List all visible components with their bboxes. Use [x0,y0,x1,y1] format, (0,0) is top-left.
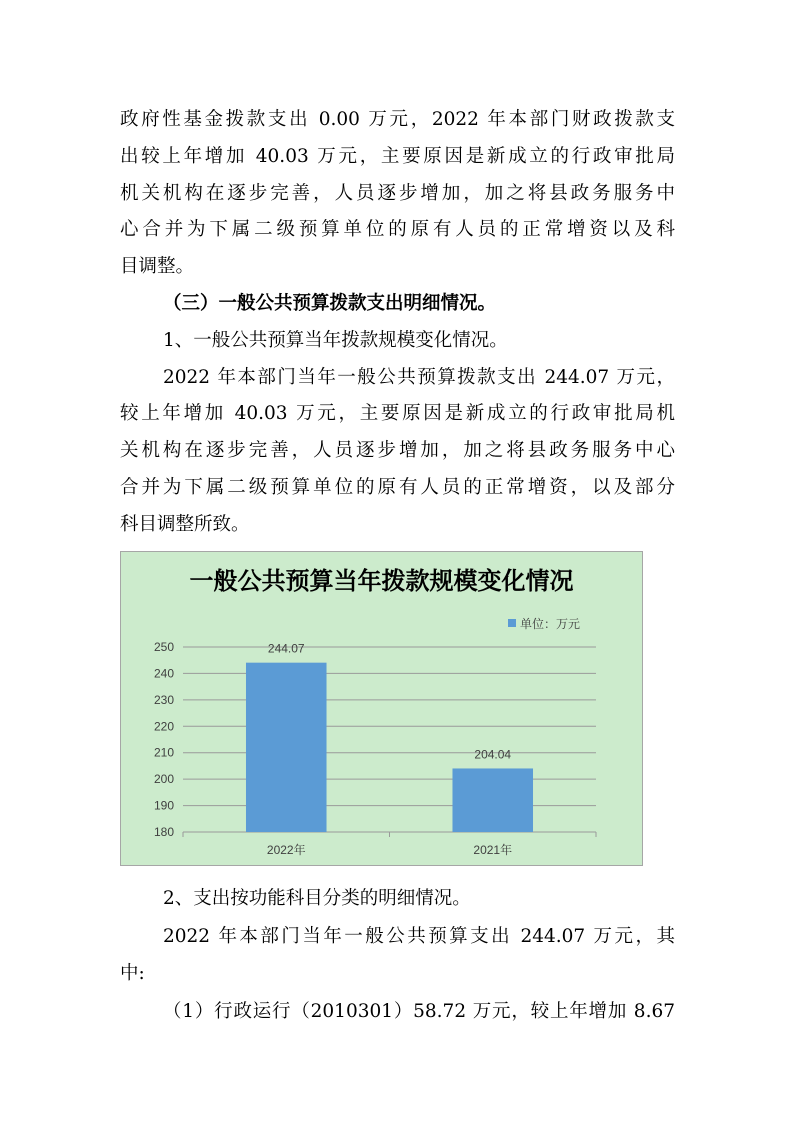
text-block-top [120,102,675,544]
data-label-2021: 204.04 [474,747,512,762]
bar-2021 [452,768,533,832]
y-tick-label-190: 190 [153,798,174,813]
paragraph-1-line: 心合并为下属二级预算单位的原有人员的正常增资以及科 [120,219,675,241]
y-tick-label-220: 220 [153,719,174,734]
y-tick-label-180: 180 [153,825,174,839]
chart-title: 一般公共预算当年拨款规模变化情况 [189,566,574,595]
paragraph-2-line: 关机构在逐步完善，人员逐步增加，加之将县政务服务中心 [120,440,675,462]
paragraph-2-line: 较上年增加 40.03 万元，主要原因是新成立的行政审批局机 [120,403,675,425]
section-heading: （三）一般公共预算拨款支出明细情况。 [163,292,497,314]
paragraph-1-line: 机关机构在逐步完善，人员逐步增加，加之将县政务服务中 [120,182,675,204]
paragraph-3-line: 2022 年本部门当年一般公共预算支出 244.07 万元，其 [163,925,675,947]
y-tick-label-200: 200 [153,772,174,787]
y-tick-label-230: 230 [153,692,174,707]
text-block-bottom [120,880,675,1030]
paragraph-1-line: 目调整。 [120,256,195,278]
legend-swatch [508,619,516,627]
paragraph-4-line: （1）行政运行（2010301）58.72 万元，较上年增加 8.67 [163,1000,675,1022]
y-tick-label-210: 210 [153,745,174,760]
chart-plot [121,552,642,865]
data-label-2022: 244.07 [267,641,305,656]
paragraph-3-line: 中: [120,963,145,984]
legend-label: 单位：万元 [520,616,581,631]
x-tick-label-2022: 2022年 [266,843,306,857]
paragraph-2-line: 合并为下属二级预算单位的原有人员的正常增资，以及部分 [120,476,675,498]
y-tick-label-250: 250 [153,640,174,654]
paragraph-1-line: 出较上年增加 40.03 万元，主要原因是新成立的行政审批局 [120,145,675,167]
paragraph-2-line: 2022 年本部门当年一般公共预算拨款支出 244.07 万元， [163,366,675,388]
x-tick-label-2021: 2021年 [473,843,513,857]
chart-legend [508,616,580,630]
bar-2022 [246,663,327,832]
paragraph-1-line: 政府性基金拨款支出 0.00 万元，2022 年本部门财政拨款支 [120,109,675,130]
y-tick-label-240: 240 [153,666,174,681]
paragraph-2-line: 科目调整所致。 [120,513,250,535]
subheading-2: 2、支出按功能科目分类的明细情况。 [163,888,471,909]
subheading-1: 1、一般公共预算当年拨款规模变化情况。 [163,329,508,351]
bar-chart [120,551,643,866]
